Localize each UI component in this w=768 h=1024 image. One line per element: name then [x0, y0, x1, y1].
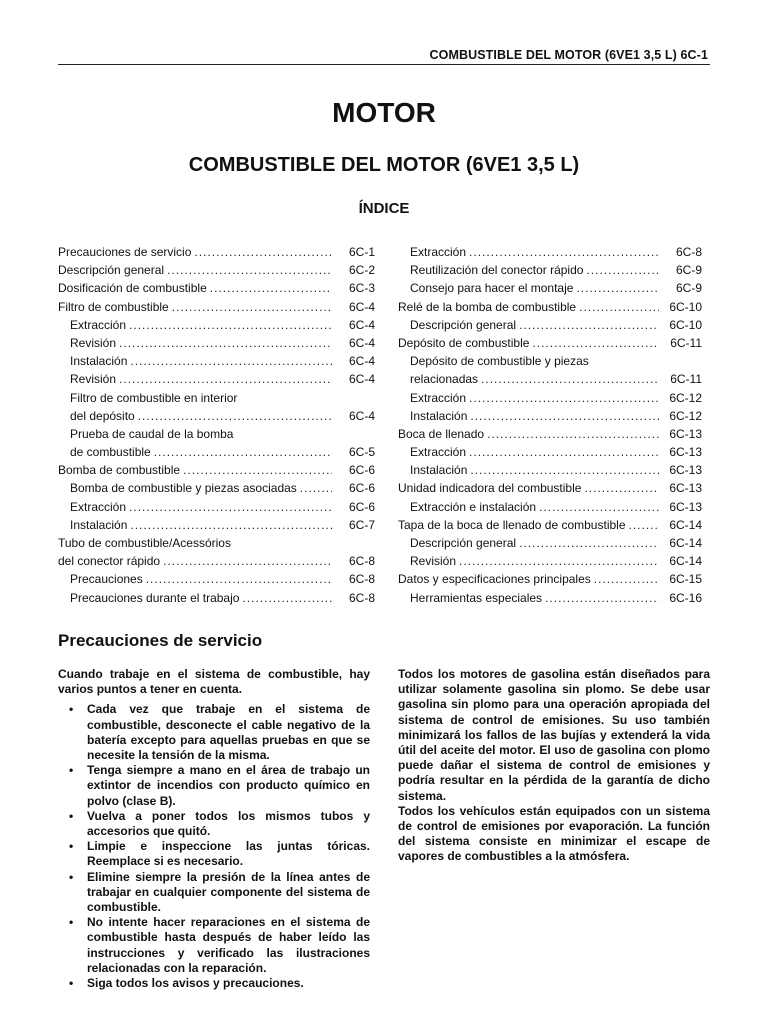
toc-entry-page: 6C-13 [669, 481, 702, 496]
toc-leader-dots [470, 461, 659, 479]
page-title: MOTOR [332, 97, 436, 128]
toc-entry[interactable] [398, 389, 702, 407]
toc-entry-page: 6C-9 [675, 263, 702, 278]
toc-leader-dots [586, 261, 659, 279]
toc-entry-label: Instalación [70, 517, 128, 532]
toc-entry[interactable] [58, 316, 375, 334]
precaution-item [58, 839, 370, 869]
toc-entry-page: 6C-8 [348, 554, 375, 569]
intro-paragraph: Cuando trabaje en el sistema de combustible, hay varios puntos a tener en cuenta. [58, 667, 370, 697]
toc-entry-page: 6C-4 [348, 354, 375, 369]
precaution-item [58, 702, 370, 763]
toc-entry-label: Boca de llenado [398, 426, 485, 441]
precaution-item [58, 809, 370, 839]
toc-entry[interactable] [398, 443, 702, 461]
bullet-icon: • [69, 839, 74, 854]
toc-leader-dots [163, 552, 332, 570]
toc-entry-page: 6C-11 [670, 335, 702, 350]
toc-entry-label: Unidad indicadora del combustible [398, 481, 582, 496]
toc-entry-label: Tubo de combustible/Acessórios [58, 536, 231, 550]
toc-entry-label: Consejo para hacer el montaje [410, 281, 574, 296]
toc-entry[interactable] [398, 516, 702, 534]
toc-entry-label: Extracción [70, 499, 127, 514]
toc-entry-page: 6C-8 [348, 572, 375, 587]
toc-entry[interactable] [398, 570, 702, 588]
toc-leader-dots [469, 243, 659, 261]
toc-entry[interactable] [58, 589, 375, 607]
toc-entry-label: Precauciones [70, 572, 143, 587]
toc-entry[interactable] [398, 552, 702, 570]
precaution-text: Limpie e inspeccione las juntas tóricas. Reemplace si es necesario. [87, 839, 370, 869]
toc-entry[interactable] [58, 389, 375, 407]
toc-entry-label: Depósito de combustible y piezas [410, 354, 589, 369]
toc-entry[interactable] [58, 370, 375, 388]
toc-leader-dots [167, 261, 332, 279]
toc-leader-dots [459, 552, 659, 570]
precaution-item [58, 915, 370, 976]
toc-entry[interactable] [398, 370, 702, 388]
toc-entry-label: Extracción [410, 390, 467, 405]
toc-entry-label: Filtro de combustible [58, 299, 169, 314]
precautions-list [58, 702, 370, 991]
toc-entry[interactable] [398, 534, 702, 552]
toc-entry-label: Filtro de combustible en interior [70, 390, 238, 405]
toc-leader-dots [539, 498, 659, 516]
toc-entry[interactable] [398, 498, 702, 516]
toc-entry[interactable] [58, 552, 375, 570]
toc-entry-label: Extracción [410, 445, 467, 460]
toc-entry-label: Datos y especificaciones principales [398, 572, 591, 587]
info-paragraph: Todos los motores de gasolina están diseñados para utilizar solamente gasolina sin plomo. Se debe usar gasolina sin plomo para una operación apropiada del sistema de control de emisiones. Su uso también minimizará los fallos de las bujías y extenderá la vida útil del aceite del motor. El uso de gasolina con plomo puede dañar el sistema de control de emisiones y podría resultar en la pérdida de la garantía de dicho sistema. [398, 667, 710, 803]
toc-entry-page: 6C-6 [348, 463, 375, 478]
toc-entry[interactable] [398, 261, 702, 279]
toc-entry-label: Precauciones durante el trabajo [70, 590, 240, 605]
toc-leader-dots [154, 443, 332, 461]
toc-leader-dots [242, 589, 332, 607]
toc-entry[interactable] [398, 279, 702, 297]
toc-right-column [398, 243, 702, 607]
toc-leader-dots [183, 461, 332, 479]
toc-entry-page: 6C-7 [348, 517, 375, 532]
toc-entry-page: 6C-15 [669, 572, 702, 587]
section-heading: Precauciones de servicio [58, 631, 263, 650]
header-rule [58, 64, 710, 65]
toc-entry-page: 6C-1 [348, 245, 375, 259]
precaution-text: Vuelva a poner todos los mismos tubos y accesorios que quitó. [87, 808, 370, 839]
toc-entry-label: Dosificación de combustible [58, 281, 207, 296]
toc-entry-page: 6C-6 [348, 481, 375, 496]
toc-entry-label: Extracción [410, 245, 467, 259]
toc-entry-page: 6C-13 [669, 426, 702, 441]
toc-entry[interactable] [58, 298, 375, 316]
toc-entry-page: 6C-3 [348, 281, 375, 296]
toc-entry[interactable] [58, 279, 375, 297]
toc-leader-dots [138, 407, 332, 425]
toc-entry[interactable] [58, 407, 375, 425]
toc-entry[interactable] [58, 425, 375, 443]
toc-entry-page: 6C-14 [669, 517, 702, 532]
toc-entry[interactable] [398, 479, 702, 497]
bullet-icon: • [69, 763, 74, 778]
toc-entry-page: 6C-13 [669, 445, 702, 460]
toc-entry-label: Bomba de combustible [58, 463, 181, 478]
precaution-text: Siga todos los avisos y precauciones. [87, 976, 304, 991]
toc-entry-label: Instalación [410, 463, 468, 478]
toc-entry-label: Relé de la bomba de combustible [398, 299, 577, 314]
toc-entry-page: 6C-10 [669, 299, 702, 314]
toc-leader-dots [519, 534, 659, 552]
index-title: ÍNDICE [358, 200, 410, 217]
toc-entry-label: del depósito [70, 408, 135, 423]
toc-entry-page: 6C-12 [669, 390, 702, 405]
toc-entry[interactable] [58, 334, 375, 352]
toc-entry-label: Descripción general [58, 263, 165, 278]
precaution-item [58, 976, 370, 991]
toc-leader-dots [119, 370, 332, 388]
toc-entry-page: 6C-8 [675, 245, 702, 259]
toc-entry-page: 6C-12 [669, 408, 702, 423]
toc-entry-page: 6C-4 [348, 317, 375, 332]
toc-entry-page: 6C-14 [669, 536, 702, 550]
toc-entry-label: Prueba de caudal de la bomba [70, 426, 234, 441]
toc-entry[interactable] [398, 316, 702, 334]
toc-entry-page: 6C-6 [348, 499, 375, 514]
precaution-item [58, 870, 370, 916]
toc-entry-label: Reutilización del conector rápido [410, 263, 584, 278]
toc-leader-dots [172, 298, 332, 316]
toc-entry[interactable] [58, 243, 375, 261]
toc-leader-dots [470, 407, 659, 425]
bullet-icon: • [69, 915, 74, 930]
toc-leader-dots [584, 479, 659, 497]
toc-leader-dots [146, 570, 332, 588]
toc-leader-dots [579, 298, 659, 316]
toc-entry-label: Bomba de combustible y piezas asociadas [70, 481, 297, 496]
toc-leader-dots [194, 243, 332, 261]
toc-entry[interactable] [58, 261, 375, 279]
toc-leader-dots [210, 279, 332, 297]
toc-entry[interactable] [398, 407, 702, 425]
toc-entry-page: 6C-4 [348, 299, 375, 314]
toc-entry[interactable] [398, 334, 702, 352]
toc-leader-dots [129, 498, 332, 516]
toc-entry-page: 6C-13 [669, 499, 702, 514]
toc-entry-label: Extracción e instalación [410, 499, 537, 514]
toc-entry[interactable] [58, 443, 375, 461]
toc-entry-label: Tapa de la boca de llenado de combustible [398, 517, 626, 532]
toc-leader-dots [629, 516, 660, 534]
toc-entry-label: Revisión [70, 335, 117, 350]
toc-entry-label: Descripción general [410, 536, 517, 550]
toc-entry-page: 6C-11 [670, 372, 702, 387]
body-right-column [398, 667, 710, 865]
bullet-icon: • [69, 808, 74, 823]
toc-leader-dots [594, 570, 659, 588]
toc-leader-dots [130, 516, 332, 534]
toc-leader-dots [519, 316, 659, 334]
toc-leader-dots [487, 425, 659, 443]
toc-leader-dots [300, 479, 332, 497]
toc-entry[interactable] [398, 298, 702, 316]
toc-entry[interactable] [398, 243, 702, 261]
precaution-text: Elimine siempre la presión de la línea antes de trabajar en cualquier componente del sistema de combustible. [87, 869, 370, 915]
toc-leader-dots [469, 389, 659, 407]
toc-entry-label: de combustible [70, 445, 151, 460]
toc-entry-page: 6C-9 [675, 281, 702, 296]
toc-entry[interactable] [398, 589, 702, 607]
toc-leader-dots [130, 352, 332, 370]
bullet-icon: • [69, 702, 74, 717]
toc-entry[interactable] [58, 516, 375, 534]
toc-entry-page: 6C-4 [348, 408, 375, 423]
info-paragraph: Todos los vehículos están equipados con un sistema de control de emisiones por evaporación. La función del sistema consiste en minimizar el escape de vapores de combustibles a la atmósfera. [398, 803, 710, 864]
toc-entry[interactable] [58, 352, 375, 370]
body-left-column [58, 667, 370, 991]
toc-entry[interactable] [58, 534, 375, 552]
toc-leader-dots [532, 334, 659, 352]
toc-entry-page: 6C-8 [348, 590, 375, 605]
toc-entry-page: 6C-5 [348, 445, 375, 460]
precaution-text: No intente hacer reparaciones en el sistema de combustible hasta después de haber leído las instrucciones y verificado las ilustraciones relacionadas con la reparación. [87, 915, 370, 975]
toc-leader-dots [545, 589, 659, 607]
toc-entry-label: Depósito de combustible [398, 335, 530, 350]
toc-entry-label: Instalación [410, 408, 468, 423]
running-header: COMBUSTIBLE DEL MOTOR (6VE1 3,5 L) 6C-1 [429, 48, 708, 62]
toc-entry-label: Revisión [410, 554, 457, 569]
toc-entry-label: Herramientas especiales [410, 590, 543, 605]
bullet-icon: • [69, 869, 74, 884]
toc-entry-page: 6C-2 [348, 263, 375, 278]
toc-entry-page: 6C-13 [669, 463, 702, 478]
toc-entry-label: relacionadas [410, 372, 479, 387]
toc-entry[interactable] [398, 461, 702, 479]
toc-entry-label: Revisión [70, 372, 117, 387]
precaution-text: Tenga siempre a mano en el área de trabajo un extintor de incendios con producto químico en polvo (clase B). [87, 763, 370, 808]
toc-entry-page: 6C-10 [669, 317, 702, 332]
toc-leader-dots [481, 370, 659, 388]
toc-entry-page: 6C-14 [669, 554, 702, 569]
toc-entry-label: Extracción [70, 317, 127, 332]
toc-entry-label: del conector rápido [58, 554, 161, 569]
toc-leader-dots [469, 443, 659, 461]
toc-entry[interactable] [398, 352, 702, 370]
toc-entry[interactable] [398, 425, 702, 443]
toc-entry-page: 6C-4 [348, 335, 375, 350]
toc-entry[interactable] [58, 498, 375, 516]
toc-entry-page: 6C-4 [348, 372, 375, 387]
toc-entry[interactable] [58, 570, 375, 588]
toc-leader-dots [129, 316, 332, 334]
toc-leader-dots [119, 334, 332, 352]
precaution-item [58, 763, 370, 809]
toc-leader-dots [576, 279, 659, 297]
toc-entry-label: Descripción general [410, 317, 517, 332]
toc-left-column [58, 243, 375, 607]
toc-entry-page: 6C-16 [669, 590, 702, 605]
toc-entry[interactable] [58, 461, 375, 479]
toc-entry[interactable] [58, 479, 375, 497]
toc-entry-label: Instalación [70, 354, 128, 369]
page-subtitle: COMBUSTIBLE DEL MOTOR (6VE1 3,5 L) [188, 154, 580, 176]
bullet-icon: • [69, 976, 74, 991]
toc-entry-label: Precauciones de servicio [58, 245, 192, 259]
precaution-text: Cada vez que trabaje en el sistema de combustible, desconecte el cable negativo de la batería excepto para aquellas pruebas en que se necesite la tensión de la misma. [87, 702, 370, 763]
